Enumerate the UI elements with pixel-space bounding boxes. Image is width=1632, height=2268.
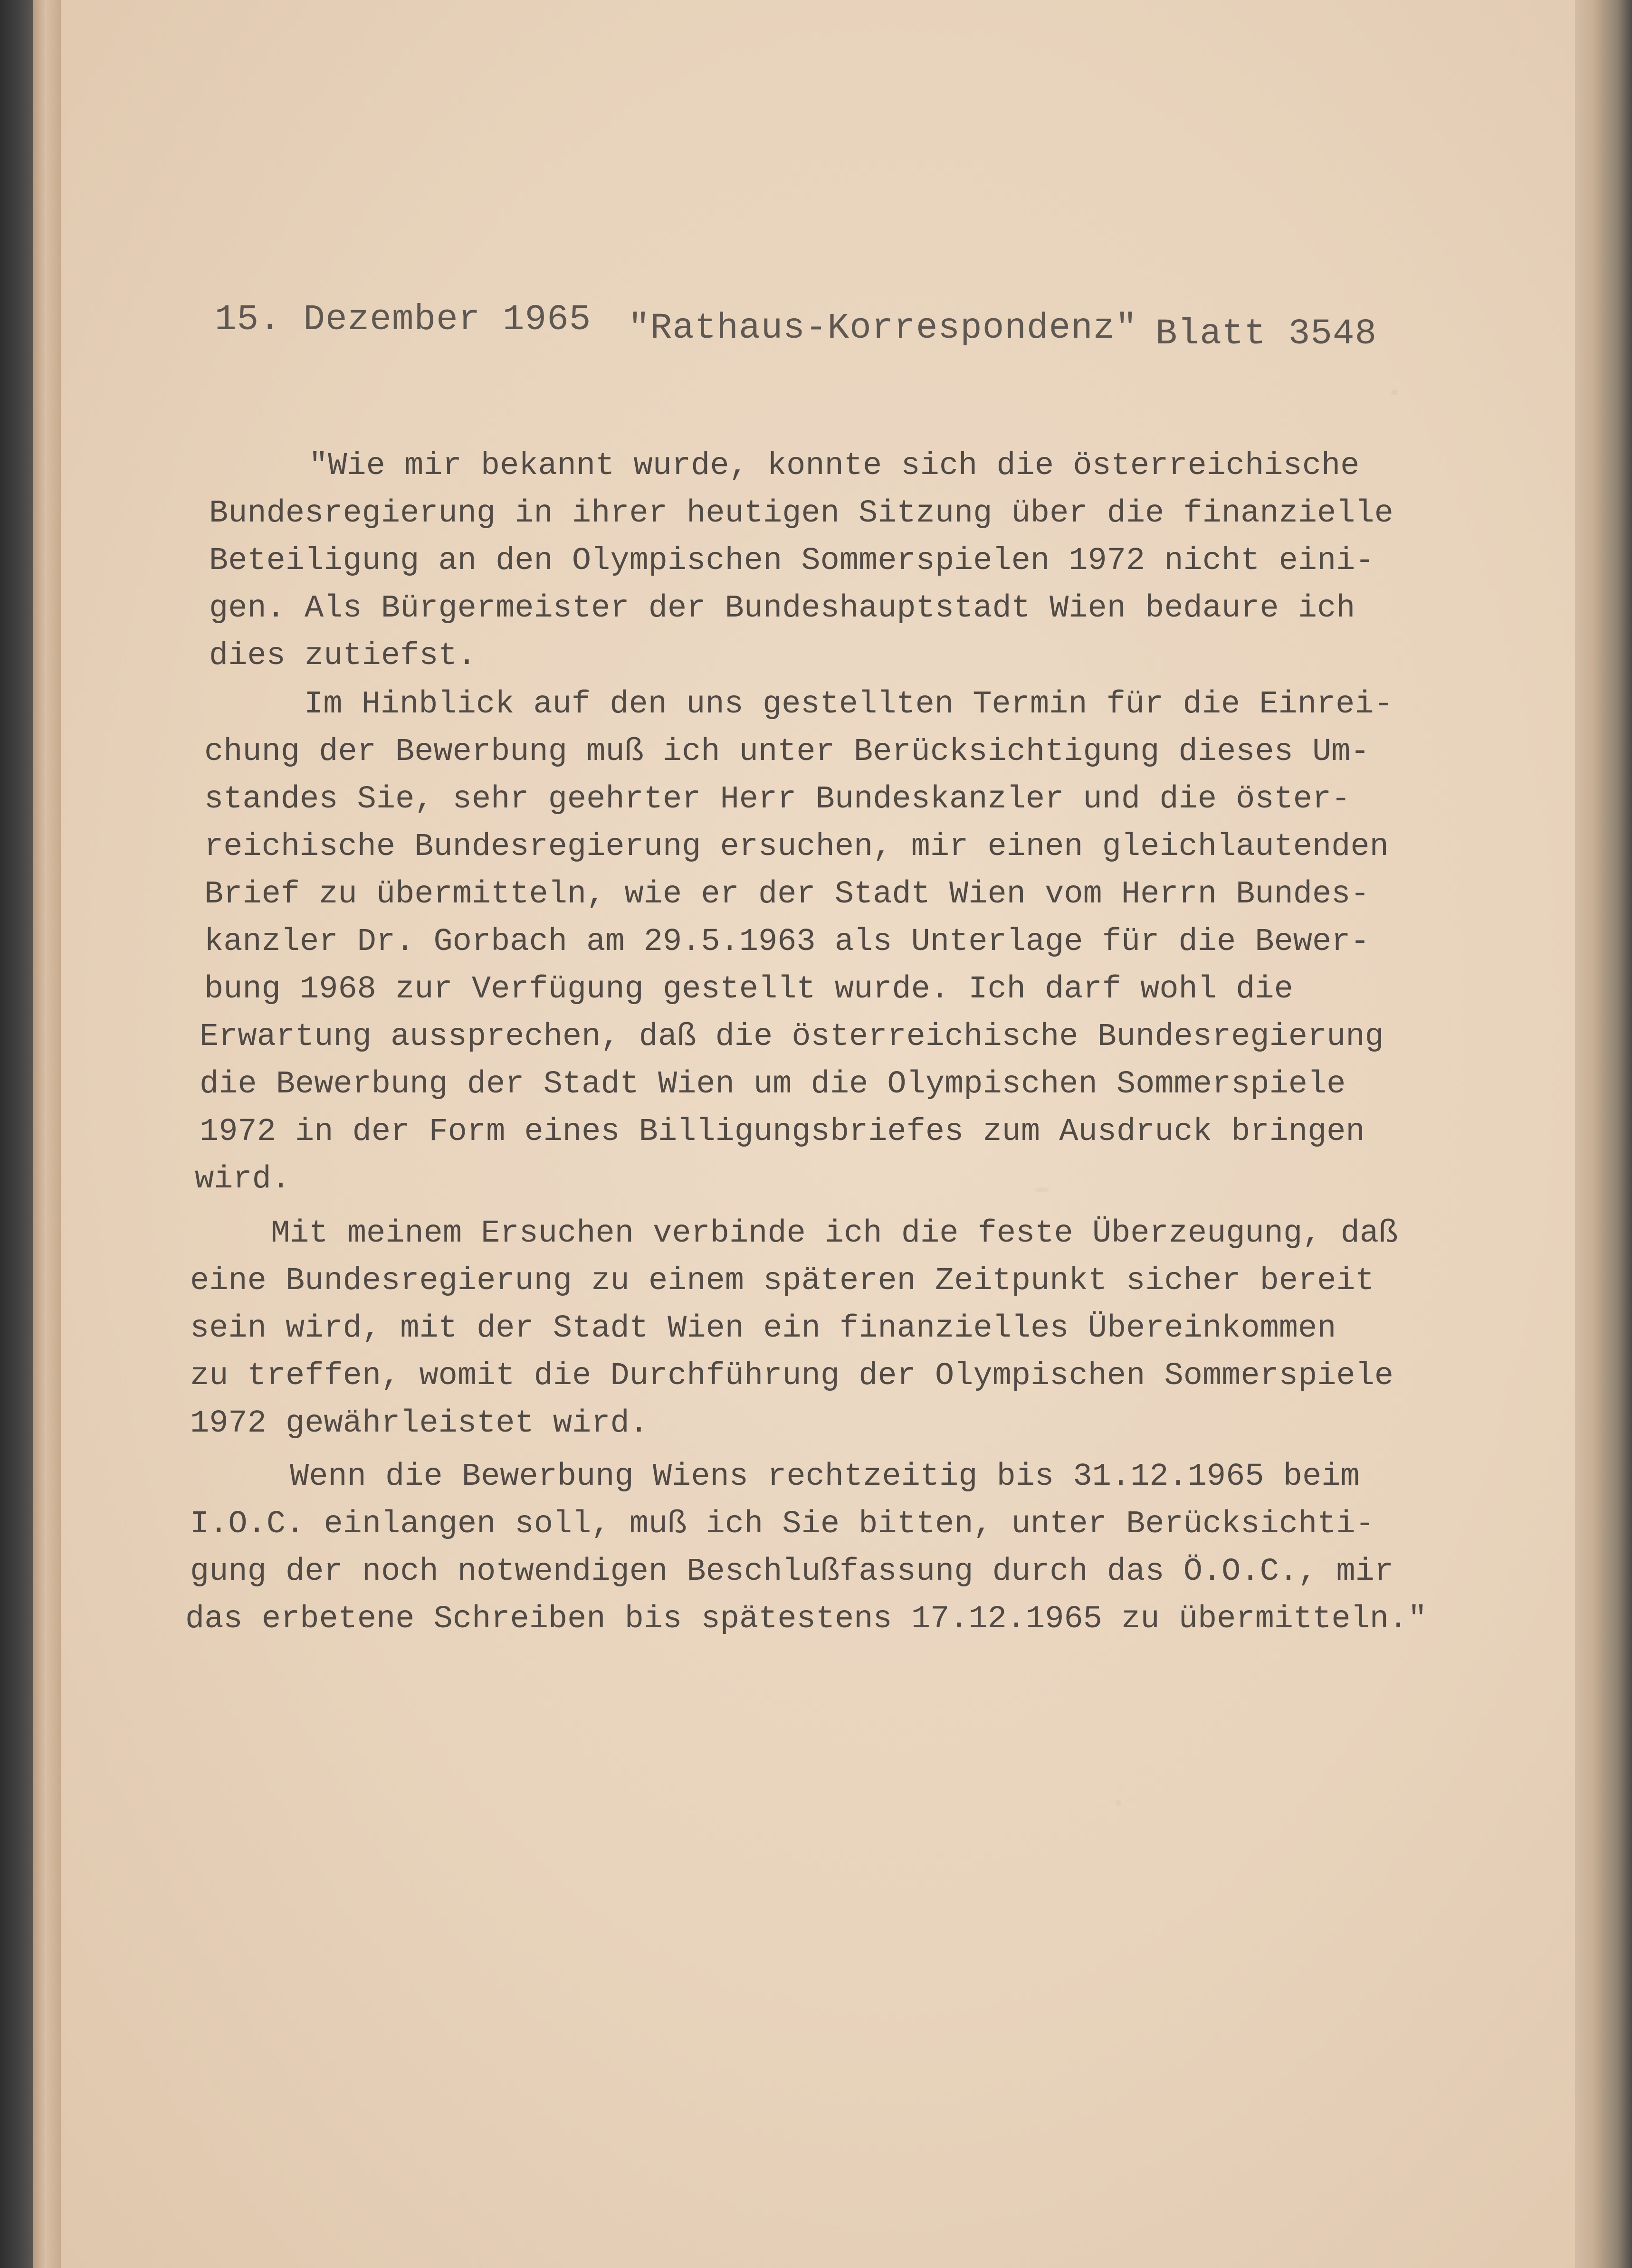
text-line: kanzler Dr. Gorbach am 29.5.1963 als Unterlage für die Bewer- [204, 924, 1370, 960]
header-date: 15. Dezember 1965 [215, 299, 592, 340]
text-line: wird. [195, 1161, 291, 1197]
text-line: Im Hinblick auf den uns gestellten Termin für die Einrei- [304, 686, 1393, 722]
book-binding [0, 0, 33, 2268]
text-line: gen. Als Bürgermeister der Bundeshauptstadt Wien bedaure ich [209, 590, 1355, 626]
text-line: 1972 gewährleistet wird. [190, 1405, 649, 1442]
text-line: Brief zu übermitteln, wie er der Stadt Wien vom Herrn Bundes- [204, 876, 1370, 912]
text-line: dies zutiefst. [209, 638, 477, 674]
text-line: Erwartung aussprechen, daß die österreichische Bundesregierung [200, 1019, 1384, 1055]
text-line: Beteiligung an den Olympischen Sommerspielen 1972 nicht eini- [209, 543, 1374, 579]
text-line: Bundesregierung in ihrer heutigen Sitzung über die finanzielle [209, 495, 1393, 531]
text-line: chung der Bewerbung muß ich unter Berücksichtigung dieses Um- [204, 734, 1370, 770]
text-line: eine Bundesregierung zu einem späteren Zeitpunkt sicher bereit [190, 1263, 1374, 1299]
text-line: zu treffen, womit die Durchführung der Olympischen Sommerspiele [190, 1358, 1394, 1394]
text-line: reichische Bundesregierung ersuchen, mir einen gleichlautenden [204, 829, 1389, 865]
text-line: "Wie mir bekannt wurde, konnte sich die österreichische [309, 448, 1360, 484]
paper-speck [1391, 389, 1398, 395]
page-stack-edge [33, 0, 61, 2268]
page-right-edge [1575, 0, 1632, 2268]
header-publication: "Rathaus-Korrespondenz" [628, 308, 1137, 349]
text-line: sein wird, mit der Stadt Wien ein finanzielles Übereinkommen [190, 1310, 1336, 1347]
text-line: gung der noch notwendigen Beschlußfassung durch das Ö.O.C., mir [190, 1554, 1394, 1590]
text-line: bung 1968 zur Verfügung gestellt wurde. Ich darf wohl die [204, 971, 1293, 1007]
text-line: die Bewerbung der Stadt Wien um die Olympischen Sommerspiele [200, 1066, 1346, 1102]
document-header [215, 294, 1403, 354]
text-line: Wenn die Bewerbung Wiens rechtzeitig bis 31.12.1965 beim [290, 1459, 1360, 1495]
text-line: standes Sie, sehr geehrter Herr Bundeskanzler und die öster- [204, 781, 1351, 817]
text-line: das erbetene Schreiben bis spätestens 17.12.1965 zu übermitteln." [185, 1601, 1427, 1637]
letter-body [181, 442, 1473, 1653]
header-sheet-number: Blatt 3548 [1155, 313, 1377, 354]
text-line: 1972 in der Form eines Billigungsbriefes zum Ausdruck bringen [200, 1114, 1365, 1150]
paper-speck [1116, 1800, 1121, 1806]
text-line: I.O.C. einlangen soll, muß ich Sie bitten, unter Berücksichti- [190, 1506, 1374, 1542]
text-line: Mit meinem Ersuchen verbinde ich die feste Überzeugung, daß [271, 1215, 1398, 1252]
